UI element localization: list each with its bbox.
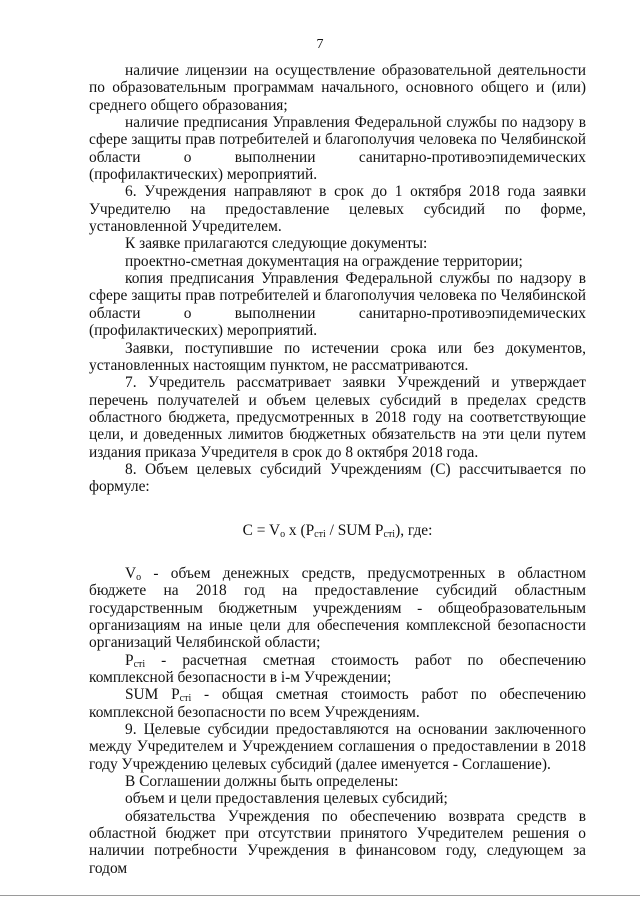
definition-symbol-sub: cтi (179, 693, 192, 705)
formula-p-sub: cтi (314, 528, 326, 540)
paragraph-agreement-obligations: обязательства Учреждения по обеспечению возврата средств в областной бюджет при отсутствии принятого Учредителем решения о наличии потребности Учреждения в финансовом году, следующем за годом (89, 807, 586, 877)
definition-sum-pcti (89, 686, 586, 721)
page-number: 7 (316, 37, 324, 52)
definition-symbol: V (125, 564, 137, 582)
formula-mid2: / SUM P (325, 521, 384, 539)
paragraph-documents-intro: К заявке прилагаются следующие документы: (125, 235, 428, 253)
definition-vo (89, 565, 586, 652)
formula-mid: x (P (285, 521, 315, 539)
subsidy-formula (89, 522, 586, 539)
definition-text: - расчетная сметная стоимость работ по обеспечению комплексной безопасности в i-м Учреждении; (89, 651, 586, 686)
document-body (89, 62, 586, 877)
definition-pcti (89, 652, 586, 687)
formula-v-sub: o (280, 528, 286, 540)
paragraph-agreement-intro: В Соглашении должны быть определены: (125, 773, 399, 791)
paragraph-item-8: 8. Объем целевых субсидий Учреждениям (C) рассчитывается по формуле: (89, 460, 586, 496)
paragraph-agreement-volume: объем и цели предоставления целевых субсидий; (125, 790, 448, 808)
scan-bottom-edge (0, 895, 640, 896)
definition-symbol-sub: cтi (133, 658, 146, 670)
definition-symbol: SUM P (125, 686, 180, 704)
paragraph-doc-design: проектно-сметная документация на ограждение территории; (125, 252, 523, 270)
definition-text: - общая сметная стоимость работ по обеспечению комплексной безопасности по всем Учреждениям. (89, 686, 586, 721)
paragraph-item-9: 9. Целевые субсидии предоставляются на основании заключенного между Учредителем и Учреждением соглашения о предоставлении в 2018 году Учреждению целевых субсидий (далее именуется - Соглашение). (89, 721, 586, 773)
formula-end: ), где: (395, 521, 433, 539)
paragraph-license: наличие лицензии на осуществление образовательной деятельности по образовательным программам начального, основного общего и (или) среднего общего образования; (89, 62, 586, 114)
definition-symbol: P (125, 651, 134, 669)
formula-p-sub2: cтi (383, 528, 396, 540)
definition-text: - объем денежных средств, предусмотренных в областном бюджете на 2018 год на предоставление субсидий областным государственным бюджетным учреждениям - общеобразовательным организациям на иные цели для обеспечения комплексной безопасности организаций Челябинской области; (89, 564, 586, 652)
paragraph-item-6: 6. Учреждения направляют в срок до 1 октября 2018 года заявки Учредителю на предоставление целевых субсидий по форме, установленной Учредителем. (89, 183, 586, 236)
paragraph-late-applications: Заявки, поступившие по истечении срока или без документов, установленных настоящим пунктом, не рассматриваются. (89, 339, 586, 374)
formula-lhs: C = V (242, 521, 281, 539)
paragraph-item-7: 7. Учредитель рассматривает заявки Учреждений и утверждает перечень получателей и объем целевых субсидий в пределах средств областного бюджета, предусмотренных в 2018 году на соответствующие цели, и доведенных лимитов бюджетных обязательств на эти цели путем издания приказа Учредителя в срок до 8 октября 2018 года. (89, 374, 586, 461)
paragraph-doc-copy: копия предписания Управления Федеральной службы по надзору в сфере защиты прав потребителей и благополучия человека по Челябинской области о выполнении санитарно-противоэпидемических (профилактических) мероприятий. (89, 270, 586, 340)
paragraph-prescription: наличие предписания Управления Федеральной службы по надзору в сфере защиты прав потребителей и благополучия человека по Челябинской области о выполнении санитарно-противоэпидемических (профилактических) мероприятий. (89, 114, 586, 184)
definition-symbol-sub: o (136, 571, 142, 583)
